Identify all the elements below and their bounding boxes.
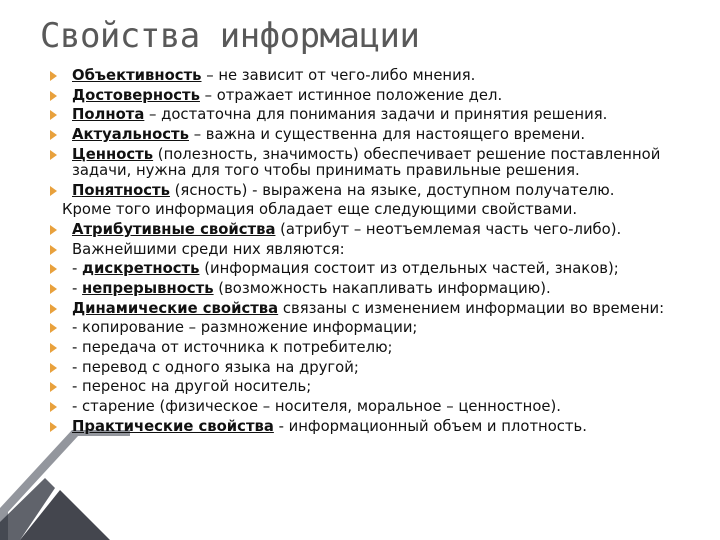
properties-list — [50, 68, 705, 438]
list-item — [50, 320, 705, 336]
corner-decoration — [0, 430, 130, 540]
list-item — [50, 88, 705, 104]
bullet-arrow-icon — [50, 284, 57, 294]
bullet-arrow-icon — [50, 150, 57, 160]
property-description: (ясность) - выражена на языке, доступном получателю. — [169, 181, 615, 199]
list-item — [50, 360, 705, 376]
bullet-arrow-icon — [50, 71, 57, 81]
property-description: - перевод с одного языка на другой; — [72, 358, 359, 376]
bullet-arrow-icon — [50, 382, 57, 392]
property-description: (возможность накапливать информацию). — [213, 279, 551, 297]
property-description: – отражает истинное положение дел. — [199, 86, 503, 104]
property-description: Важнейшими среди них являются: — [72, 240, 345, 258]
property-term: Атрибутивные свойства — [72, 220, 276, 238]
property-description: - старение (физическое – носителя, моральное – ценностное). — [72, 398, 561, 416]
property-term: Понятность — [72, 181, 170, 199]
bullet-arrow-icon — [50, 343, 57, 353]
list-item — [50, 147, 705, 179]
page-title: Свойства информации — [40, 16, 420, 56]
list-item — [50, 242, 705, 258]
item-prefix: - — [72, 279, 83, 297]
list-item — [50, 68, 705, 84]
property-description: (полезность, значимость) обеспечивает решение поставленной задачи, нужна для того чтобы принимать правильные решения. — [72, 145, 661, 179]
property-term: Ценность — [72, 145, 154, 163]
property-term: дискретность — [82, 260, 200, 278]
paragraph-line — [50, 202, 705, 218]
item-prefix: - — [72, 260, 83, 278]
property-description: – достаточна для понимания задачи и принятия решения. — [144, 106, 608, 124]
property-term: Полнота — [72, 106, 145, 124]
list-item — [50, 127, 705, 143]
property-term: Практические свойства — [72, 417, 274, 435]
property-description: – важна и существенна для настоящего времени. — [189, 126, 586, 144]
list-item — [50, 301, 705, 317]
list-item — [50, 261, 705, 277]
property-description: (атрибут – неотъемлемая часть чего-либо). — [275, 220, 622, 238]
bullet-arrow-icon — [50, 422, 57, 432]
bullet-arrow-icon — [50, 110, 57, 120]
list-item — [50, 222, 705, 238]
list-item — [50, 281, 705, 297]
bullet-arrow-icon — [50, 245, 57, 255]
bullet-arrow-icon — [50, 225, 57, 235]
bullet-arrow-icon — [50, 186, 57, 196]
list-item — [50, 340, 705, 356]
list-item — [50, 107, 705, 123]
bullet-arrow-icon — [50, 402, 57, 412]
property-description: - передача от источника к потребителю; — [72, 339, 393, 357]
property-description: - копирование – размножение информации; — [72, 319, 418, 337]
property-description: (информация состоит из отдельных частей, знаков); — [199, 260, 619, 278]
property-description: - информационный объем и плотность. — [273, 417, 587, 435]
list-item — [50, 379, 705, 395]
list-item — [50, 183, 705, 199]
list-item — [50, 399, 705, 415]
property-description: связаны с изменением информации во времени: — [278, 299, 665, 317]
property-term: Достоверность — [72, 86, 200, 104]
property-term: Объективность — [72, 67, 202, 84]
list-item — [50, 419, 705, 435]
property-term: Актуальность — [72, 126, 189, 144]
bullet-arrow-icon — [50, 130, 57, 140]
property-term: Динамические свойства — [72, 299, 279, 317]
property-term: непрерывность — [82, 279, 214, 297]
bullet-arrow-icon — [50, 323, 57, 333]
property-description: - перенос на другой носитель; — [72, 378, 312, 396]
property-description: – не зависит от чего-либо мнения. — [201, 67, 476, 84]
property-description: Кроме того информация обладает еще следующими свойствами. — [62, 201, 578, 219]
bullet-arrow-icon — [50, 304, 57, 314]
bullet-arrow-icon — [50, 264, 57, 274]
bullet-arrow-icon — [50, 91, 57, 101]
bullet-arrow-icon — [50, 363, 57, 373]
